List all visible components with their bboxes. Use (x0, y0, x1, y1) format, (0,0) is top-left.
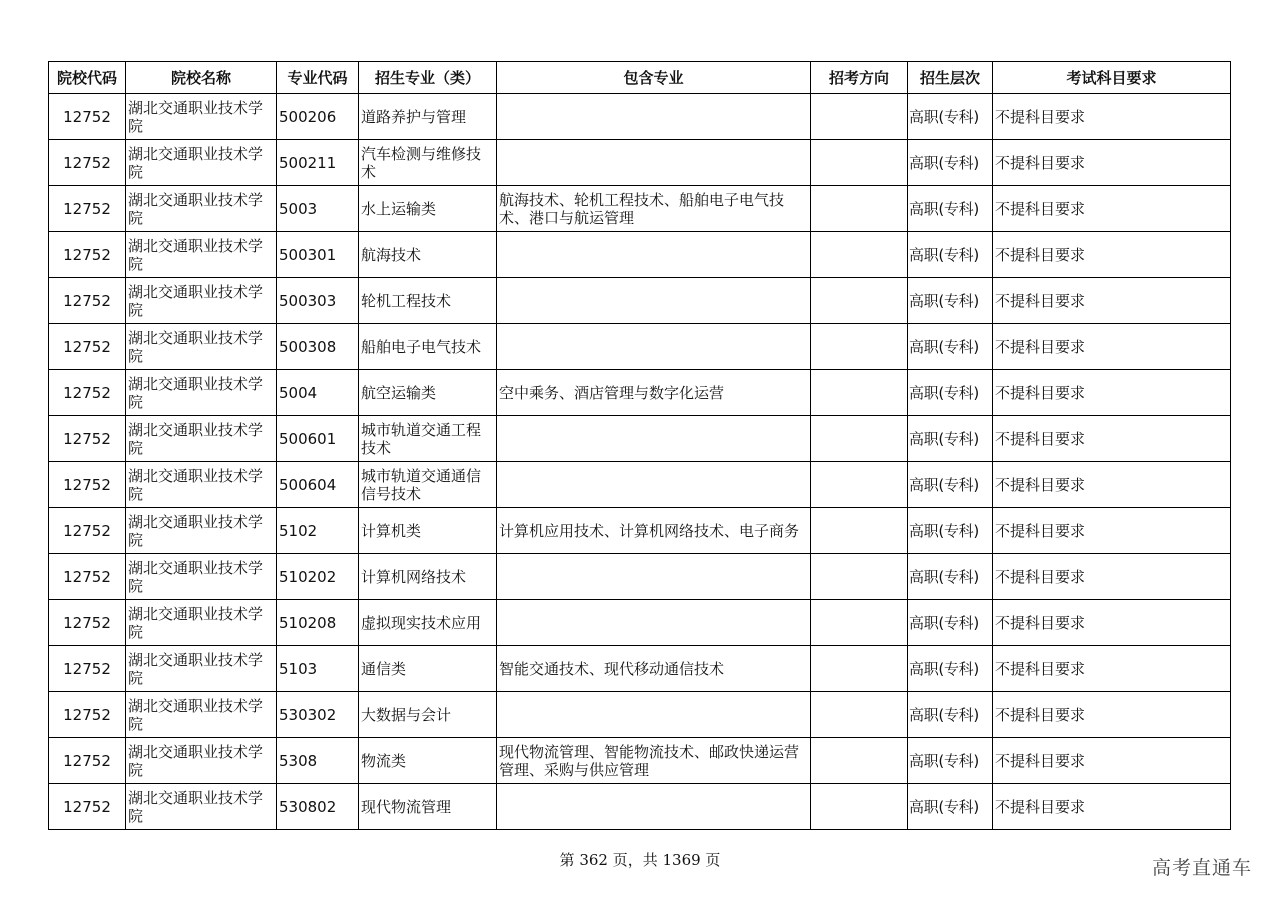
cell-included-majors (497, 416, 811, 462)
cell-included-majors (497, 278, 811, 324)
cell-level: 高职(专科) (908, 738, 993, 784)
cell-direction (811, 278, 908, 324)
cell-level: 高职(专科) (908, 646, 993, 692)
cell-level: 高职(专科) (908, 324, 993, 370)
admissions-table-container (48, 61, 1231, 830)
cell-included-majors (497, 140, 811, 186)
cell-major-code: 530302 (277, 692, 359, 738)
cell-subject-requirement: 不提科目要求 (993, 508, 1231, 554)
cell-level: 高职(专科) (908, 232, 993, 278)
cell-included-majors (497, 784, 811, 830)
cell-subject-requirement: 不提科目要求 (993, 646, 1231, 692)
cell-direction (811, 370, 908, 416)
cell-subject-requirement: 不提科目要求 (993, 692, 1231, 738)
cell-major: 计算机网络技术 (359, 554, 497, 600)
cell-major-code: 500301 (277, 232, 359, 278)
cell-school-code: 12752 (49, 554, 126, 600)
cell-major-code: 500303 (277, 278, 359, 324)
cell-school-name: 湖北交通职业技术学院 (126, 692, 277, 738)
cell-included-majors (497, 554, 811, 600)
cell-school-code: 12752 (49, 140, 126, 186)
table-row (49, 462, 1231, 508)
header-school-name: 院校名称 (126, 62, 277, 94)
cell-major: 轮机工程技术 (359, 278, 497, 324)
cell-school-name: 湖北交通职业技术学院 (126, 508, 277, 554)
table-row (49, 94, 1231, 140)
cell-school-name: 湖北交通职业技术学院 (126, 232, 277, 278)
cell-school-code: 12752 (49, 508, 126, 554)
cell-included-majors: 计算机应用技术、计算机网络技术、电子商务 (497, 508, 811, 554)
cell-included-majors (497, 600, 811, 646)
table-body (49, 94, 1231, 830)
cell-school-name: 湖北交通职业技术学院 (126, 784, 277, 830)
cell-school-name: 湖北交通职业技术学院 (126, 462, 277, 508)
cell-direction (811, 324, 908, 370)
cell-school-name: 湖北交通职业技术学院 (126, 646, 277, 692)
cell-major-code: 500206 (277, 94, 359, 140)
cell-major-code: 500211 (277, 140, 359, 186)
cell-level: 高职(专科) (908, 278, 993, 324)
watermark: 高考直通车 (1151, 857, 1252, 879)
cell-level: 高职(专科) (908, 692, 993, 738)
cell-subject-requirement: 不提科目要求 (993, 462, 1231, 508)
table-row (49, 278, 1231, 324)
cell-level: 高职(专科) (908, 462, 993, 508)
table-row (49, 186, 1231, 232)
header-major: 招生专业（类） (359, 62, 497, 94)
cell-school-name: 湖北交通职业技术学院 (126, 186, 277, 232)
cell-direction (811, 94, 908, 140)
admissions-table (48, 61, 1231, 830)
cell-included-majors (497, 232, 811, 278)
table-row (49, 692, 1231, 738)
cell-direction (811, 692, 908, 738)
cell-direction (811, 186, 908, 232)
header-subject-requirement: 考试科目要求 (993, 62, 1231, 94)
cell-direction (811, 784, 908, 830)
page-number: 第 362 页，共 1369 页 (559, 851, 721, 869)
table-row (49, 646, 1231, 692)
cell-major-code: 500601 (277, 416, 359, 462)
cell-school-code: 12752 (49, 324, 126, 370)
cell-school-name: 湖北交通职业技术学院 (126, 140, 277, 186)
cell-major: 现代物流管理 (359, 784, 497, 830)
table-row (49, 738, 1231, 784)
cell-subject-requirement: 不提科目要求 (993, 186, 1231, 232)
cell-school-code: 12752 (49, 600, 126, 646)
cell-school-code: 12752 (49, 784, 126, 830)
cell-direction (811, 462, 908, 508)
cell-school-code: 12752 (49, 94, 126, 140)
cell-major: 城市轨道交通通信信号技术 (359, 462, 497, 508)
cell-subject-requirement: 不提科目要求 (993, 416, 1231, 462)
cell-major-code: 500308 (277, 324, 359, 370)
cell-subject-requirement: 不提科目要求 (993, 554, 1231, 600)
header-included-majors: 包含专业 (497, 62, 811, 94)
cell-major-code: 5004 (277, 370, 359, 416)
cell-included-majors: 空中乘务、酒店管理与数字化运营 (497, 370, 811, 416)
cell-major-code: 5103 (277, 646, 359, 692)
header-level: 招生层次 (908, 62, 993, 94)
cell-direction (811, 140, 908, 186)
cell-major: 物流类 (359, 738, 497, 784)
cell-school-code: 12752 (49, 278, 126, 324)
table-row (49, 554, 1231, 600)
cell-major-code: 530802 (277, 784, 359, 830)
cell-school-code: 12752 (49, 462, 126, 508)
cell-school-name: 湖北交通职业技术学院 (126, 600, 277, 646)
cell-direction (811, 600, 908, 646)
cell-subject-requirement: 不提科目要求 (993, 600, 1231, 646)
cell-major: 道路养护与管理 (359, 94, 497, 140)
cell-school-name: 湖北交通职业技术学院 (126, 738, 277, 784)
table-row (49, 600, 1231, 646)
cell-school-code: 12752 (49, 692, 126, 738)
cell-major-code: 510208 (277, 600, 359, 646)
table-row (49, 140, 1231, 186)
cell-school-code: 12752 (49, 186, 126, 232)
cell-level: 高职(专科) (908, 508, 993, 554)
table-row (49, 784, 1231, 830)
cell-level: 高职(专科) (908, 186, 993, 232)
table-row (49, 416, 1231, 462)
cell-included-majors (497, 462, 811, 508)
cell-major: 水上运输类 (359, 186, 497, 232)
cell-major-code: 510202 (277, 554, 359, 600)
cell-direction (811, 554, 908, 600)
cell-level: 高职(专科) (908, 554, 993, 600)
table-row (49, 324, 1231, 370)
cell-subject-requirement: 不提科目要求 (993, 738, 1231, 784)
table-row (49, 370, 1231, 416)
cell-included-majors (497, 692, 811, 738)
cell-school-code: 12752 (49, 416, 126, 462)
cell-major: 城市轨道交通工程技术 (359, 416, 497, 462)
cell-subject-requirement: 不提科目要求 (993, 324, 1231, 370)
header-school-code: 院校代码 (49, 62, 126, 94)
cell-direction (811, 646, 908, 692)
cell-included-majors (497, 324, 811, 370)
cell-school-code: 12752 (49, 646, 126, 692)
cell-major: 船舶电子电气技术 (359, 324, 497, 370)
cell-level: 高职(专科) (908, 600, 993, 646)
cell-school-name: 湖北交通职业技术学院 (126, 278, 277, 324)
cell-major: 航空运输类 (359, 370, 497, 416)
cell-major: 虚拟现实技术应用 (359, 600, 497, 646)
cell-included-majors: 现代物流管理、智能物流技术、邮政快递运营管理、采购与供应管理 (497, 738, 811, 784)
cell-subject-requirement: 不提科目要求 (993, 784, 1231, 830)
cell-level: 高职(专科) (908, 370, 993, 416)
cell-school-code: 12752 (49, 232, 126, 278)
cell-level: 高职(专科) (908, 94, 993, 140)
table-row (49, 232, 1231, 278)
cell-school-code: 12752 (49, 738, 126, 784)
cell-major: 通信类 (359, 646, 497, 692)
cell-included-majors: 智能交通技术、现代移动通信技术 (497, 646, 811, 692)
cell-major-code: 5003 (277, 186, 359, 232)
cell-school-name: 湖北交通职业技术学院 (126, 416, 277, 462)
cell-subject-requirement: 不提科目要求 (993, 232, 1231, 278)
cell-school-name: 湖北交通职业技术学院 (126, 94, 277, 140)
cell-major: 航海技术 (359, 232, 497, 278)
header-direction: 招考方向 (811, 62, 908, 94)
cell-subject-requirement: 不提科目要求 (993, 94, 1231, 140)
table-row (49, 508, 1231, 554)
cell-direction (811, 738, 908, 784)
cell-subject-requirement: 不提科目要求 (993, 278, 1231, 324)
table-header-row (49, 62, 1231, 94)
cell-direction (811, 416, 908, 462)
cell-school-name: 湖北交通职业技术学院 (126, 324, 277, 370)
cell-direction (811, 508, 908, 554)
cell-included-majors (497, 94, 811, 140)
header-major-code: 专业代码 (277, 62, 359, 94)
cell-subject-requirement: 不提科目要求 (993, 370, 1231, 416)
cell-direction (811, 232, 908, 278)
cell-included-majors: 航海技术、轮机工程技术、船舶电子电气技术、港口与航运管理 (497, 186, 811, 232)
cell-major: 汽车检测与维修技术 (359, 140, 497, 186)
cell-major-code: 5308 (277, 738, 359, 784)
cell-major-code: 500604 (277, 462, 359, 508)
cell-major: 计算机类 (359, 508, 497, 554)
cell-level: 高职(专科) (908, 140, 993, 186)
cell-major-code: 5102 (277, 508, 359, 554)
cell-major: 大数据与会计 (359, 692, 497, 738)
cell-level: 高职(专科) (908, 416, 993, 462)
cell-school-name: 湖北交通职业技术学院 (126, 370, 277, 416)
cell-school-code: 12752 (49, 370, 126, 416)
cell-subject-requirement: 不提科目要求 (993, 140, 1231, 186)
cell-school-name: 湖北交通职业技术学院 (126, 554, 277, 600)
cell-level: 高职(专科) (908, 784, 993, 830)
